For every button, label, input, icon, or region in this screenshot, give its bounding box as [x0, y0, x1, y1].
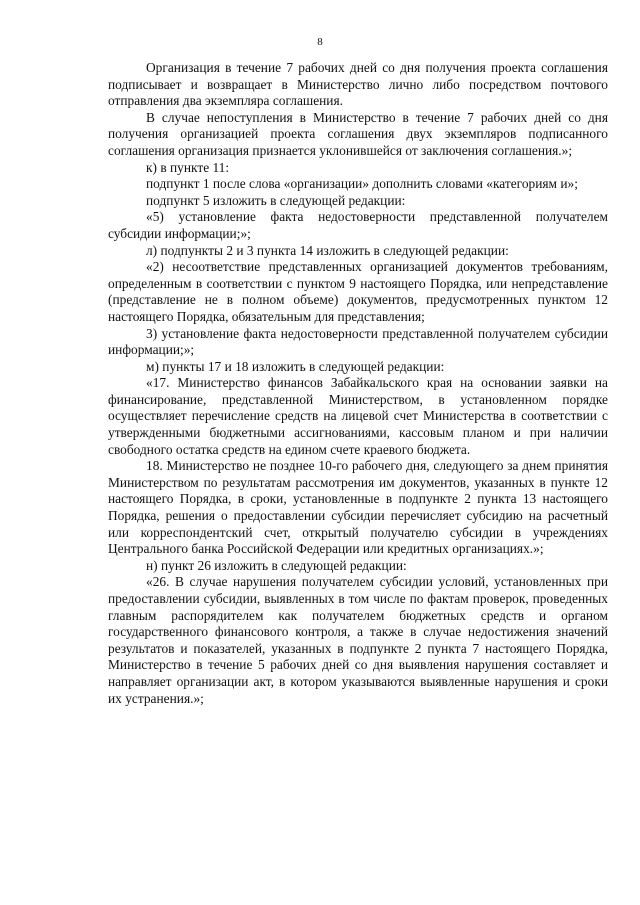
paragraph-non-receipt: В случае непоступления в Министерство в течение 7 рабочих дней со дня получения организацией проекта соглашения двух экземпляров подписанного соглашения организация признается уклонившейся от заключения соглашения.»;	[108, 109, 608, 158]
paragraph-subitem-5-intro: подпункт 5 изложить в следующей редакции:	[146, 192, 406, 208]
paragraph-organization-signing: Организация в течение 7 рабочих дней со дня получения проекта соглашения подписывает и возвращает в Министерство лично либо посредством почтового отправления два экземпляра соглашения.	[108, 60, 608, 109]
paragraph-item-n: н) пункт 26 изложить в следующей редакции:	[146, 557, 407, 573]
page-number: 8	[317, 36, 323, 48]
paragraph-item-k: к) в пункте 11:	[146, 159, 230, 175]
paragraph-subitem-5-text: «5) установление факта недостоверности представленной получателем субсидии информации;»;	[108, 209, 608, 241]
paragraph-subitem-2-text: «2) несоответствие представленных организацией документов требованиям, определенным в соответствии с пунктом 9 настоящего Порядка, или непредставление (представление не в полном объеме) документов, предусмотренных пунктом 12 настоящего Порядка, обязательным для представления;	[108, 259, 608, 324]
paragraph-subitem-1: подпункт 1 после слова «организации» дополнить словами «категориям и»;	[146, 176, 578, 192]
paragraph-point-26: «26. В случае нарушения получателем субсидии условий, установленных при предоставлении субсидии, выявленных в том числе по фактам проверок, проведенных главным распорядителем как получателем бюджетных средств и органом государственного финансового контроля, а также в случае недостижения значений результатов и показателей, указанных в подпункте 2 пункта 7 настоящего Порядка, Министерство в течение 5 рабочих дней со дня выявления нарушения составляет и направляет организации акт, в котором указываются выявленные нарушения и сроки их устранения.»;	[108, 574, 608, 706]
paragraph-point-17: «17. Министерство финансов Забайкальского края на основании заявки на финансирование, представленной Министерством, в установленном порядке осуществляет перечисление средств на лицевой счет Министерства в соответствии с утвержденными бюджетными ассигнованиями, кассовым планом и при наличии свободного остатка средств на едином счете краевого бюджета.	[108, 375, 608, 457]
paragraph-item-l: л) подпункты 2 и 3 пункта 14 изложить в следующей редакции:	[146, 242, 509, 258]
paragraph-subitem-3-text: 3) установление факта недостоверности представленной получателем субсидии информации;»;	[108, 325, 608, 358]
paragraph-item-m: м) пункты 17 и 18 изложить в следующей редакции:	[146, 358, 445, 374]
document-body	[108, 60, 608, 707]
paragraph-point-18: 18. Министерство не позднее 10-го рабочего дня, следующего за днем принятия Министерством по результатам рассмотрения им документов, указанных в пункте 12 настоящего Порядка, в сроки, установленные в подпункте 2 пункта 13 настоящего Порядка, решения о предоставлении субсидии перечисляет субсидию на расчетный или корреспондентский счет, открытый получателю субсидии в учреждениях Центрального банка Российской Федерации или кредитных организациях.»;	[108, 458, 608, 557]
